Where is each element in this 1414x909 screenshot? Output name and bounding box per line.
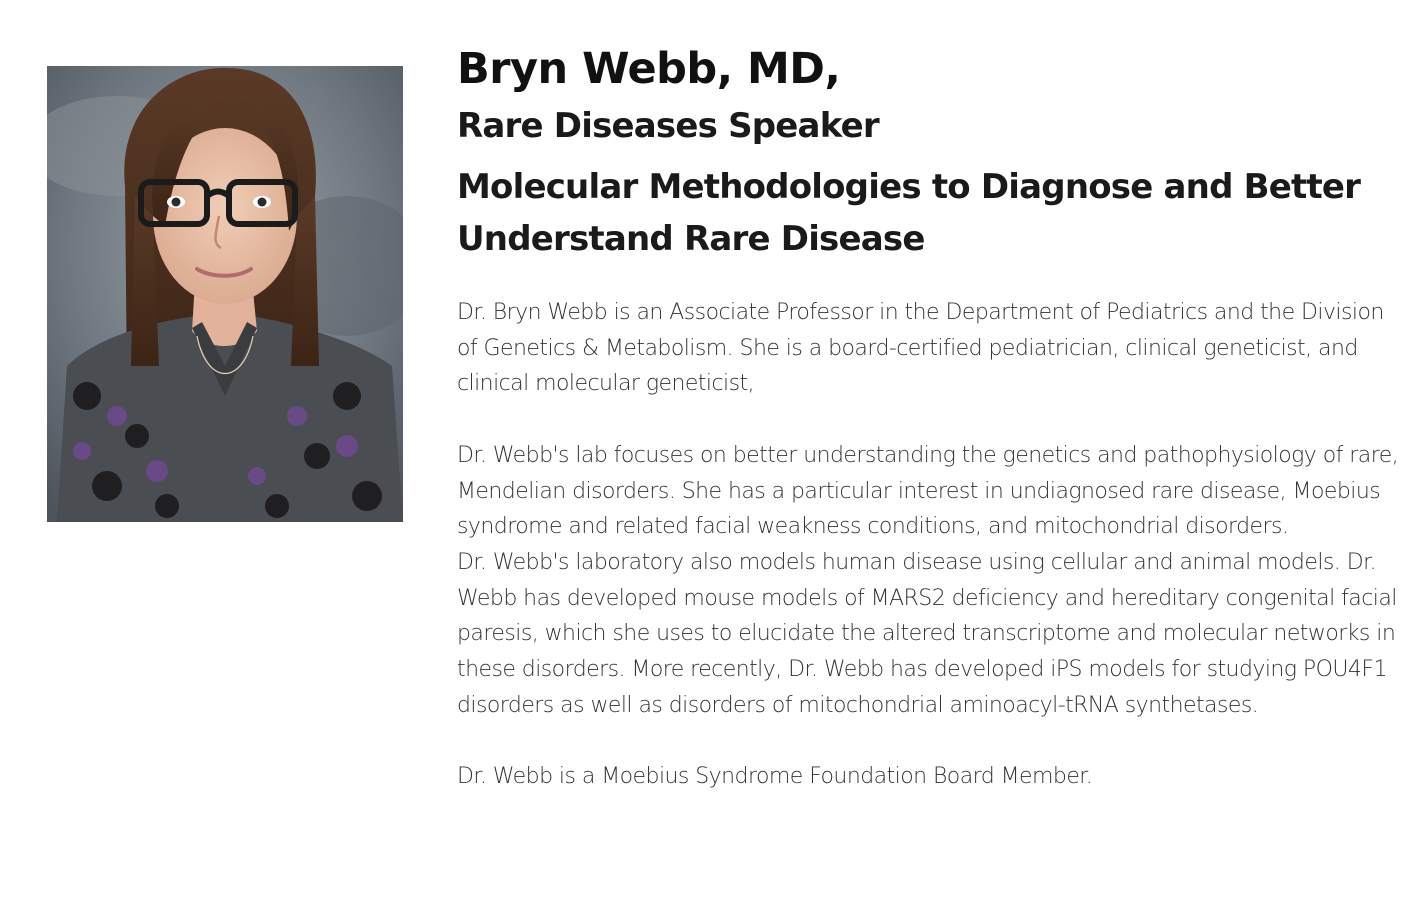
- bio-paragraph-4: Dr. Webb is a Moebius Syndrome Foundation Board Member.: [457, 764, 1093, 790]
- bio-paragraph-3: Dr. Webb's laboratory also models human disease using cellular and animal models. Dr. Webb has developed mouse models of MARS2 deficiency and hereditary congenital facial paresis, which she uses to elucidate the altered transcriptome and molecular networks in these disorders. More recently, Dr. Webb has developed iPS models for studying POU4F1 disorders as well as disorders of mitochondrial aminoacyl-tRNA synthetases.: [457, 549, 1397, 718]
- paragraph-spacer: [457, 723, 1402, 759]
- bio-paragraph-2: Dr. Webb's lab focuses on better understanding the genetics and pathophysiology of rare, Mendelian disorders. She has a particular interest in undiagnosed rare disease, Moebius syndrome and related facial weakness conditions, and mitochondrial disorders.: [457, 442, 1399, 540]
- speaker-portrait: [47, 66, 403, 522]
- talk-title: Molecular Methodologies to Diagnose and Better Understand Rare Disease: [457, 167, 1361, 259]
- bio-paragraph-1: Dr. Bryn Webb is an Associate Professor in the Department of Pediatrics and the Division of Genetics & Metabolism. She is a board-certified pediatrician, clinical geneticist, and clinical molecular geneticist,: [457, 300, 1384, 397]
- speaker-profile: [457, 40, 1402, 795]
- speaker-name: Bryn Webb, MD,: [457, 44, 841, 94]
- portrait-illustration: [47, 66, 403, 522]
- paragraph-spacer: [457, 402, 1402, 438]
- speaker-role: Rare Diseases Speaker: [457, 106, 879, 146]
- speaker-bio: [457, 295, 1402, 795]
